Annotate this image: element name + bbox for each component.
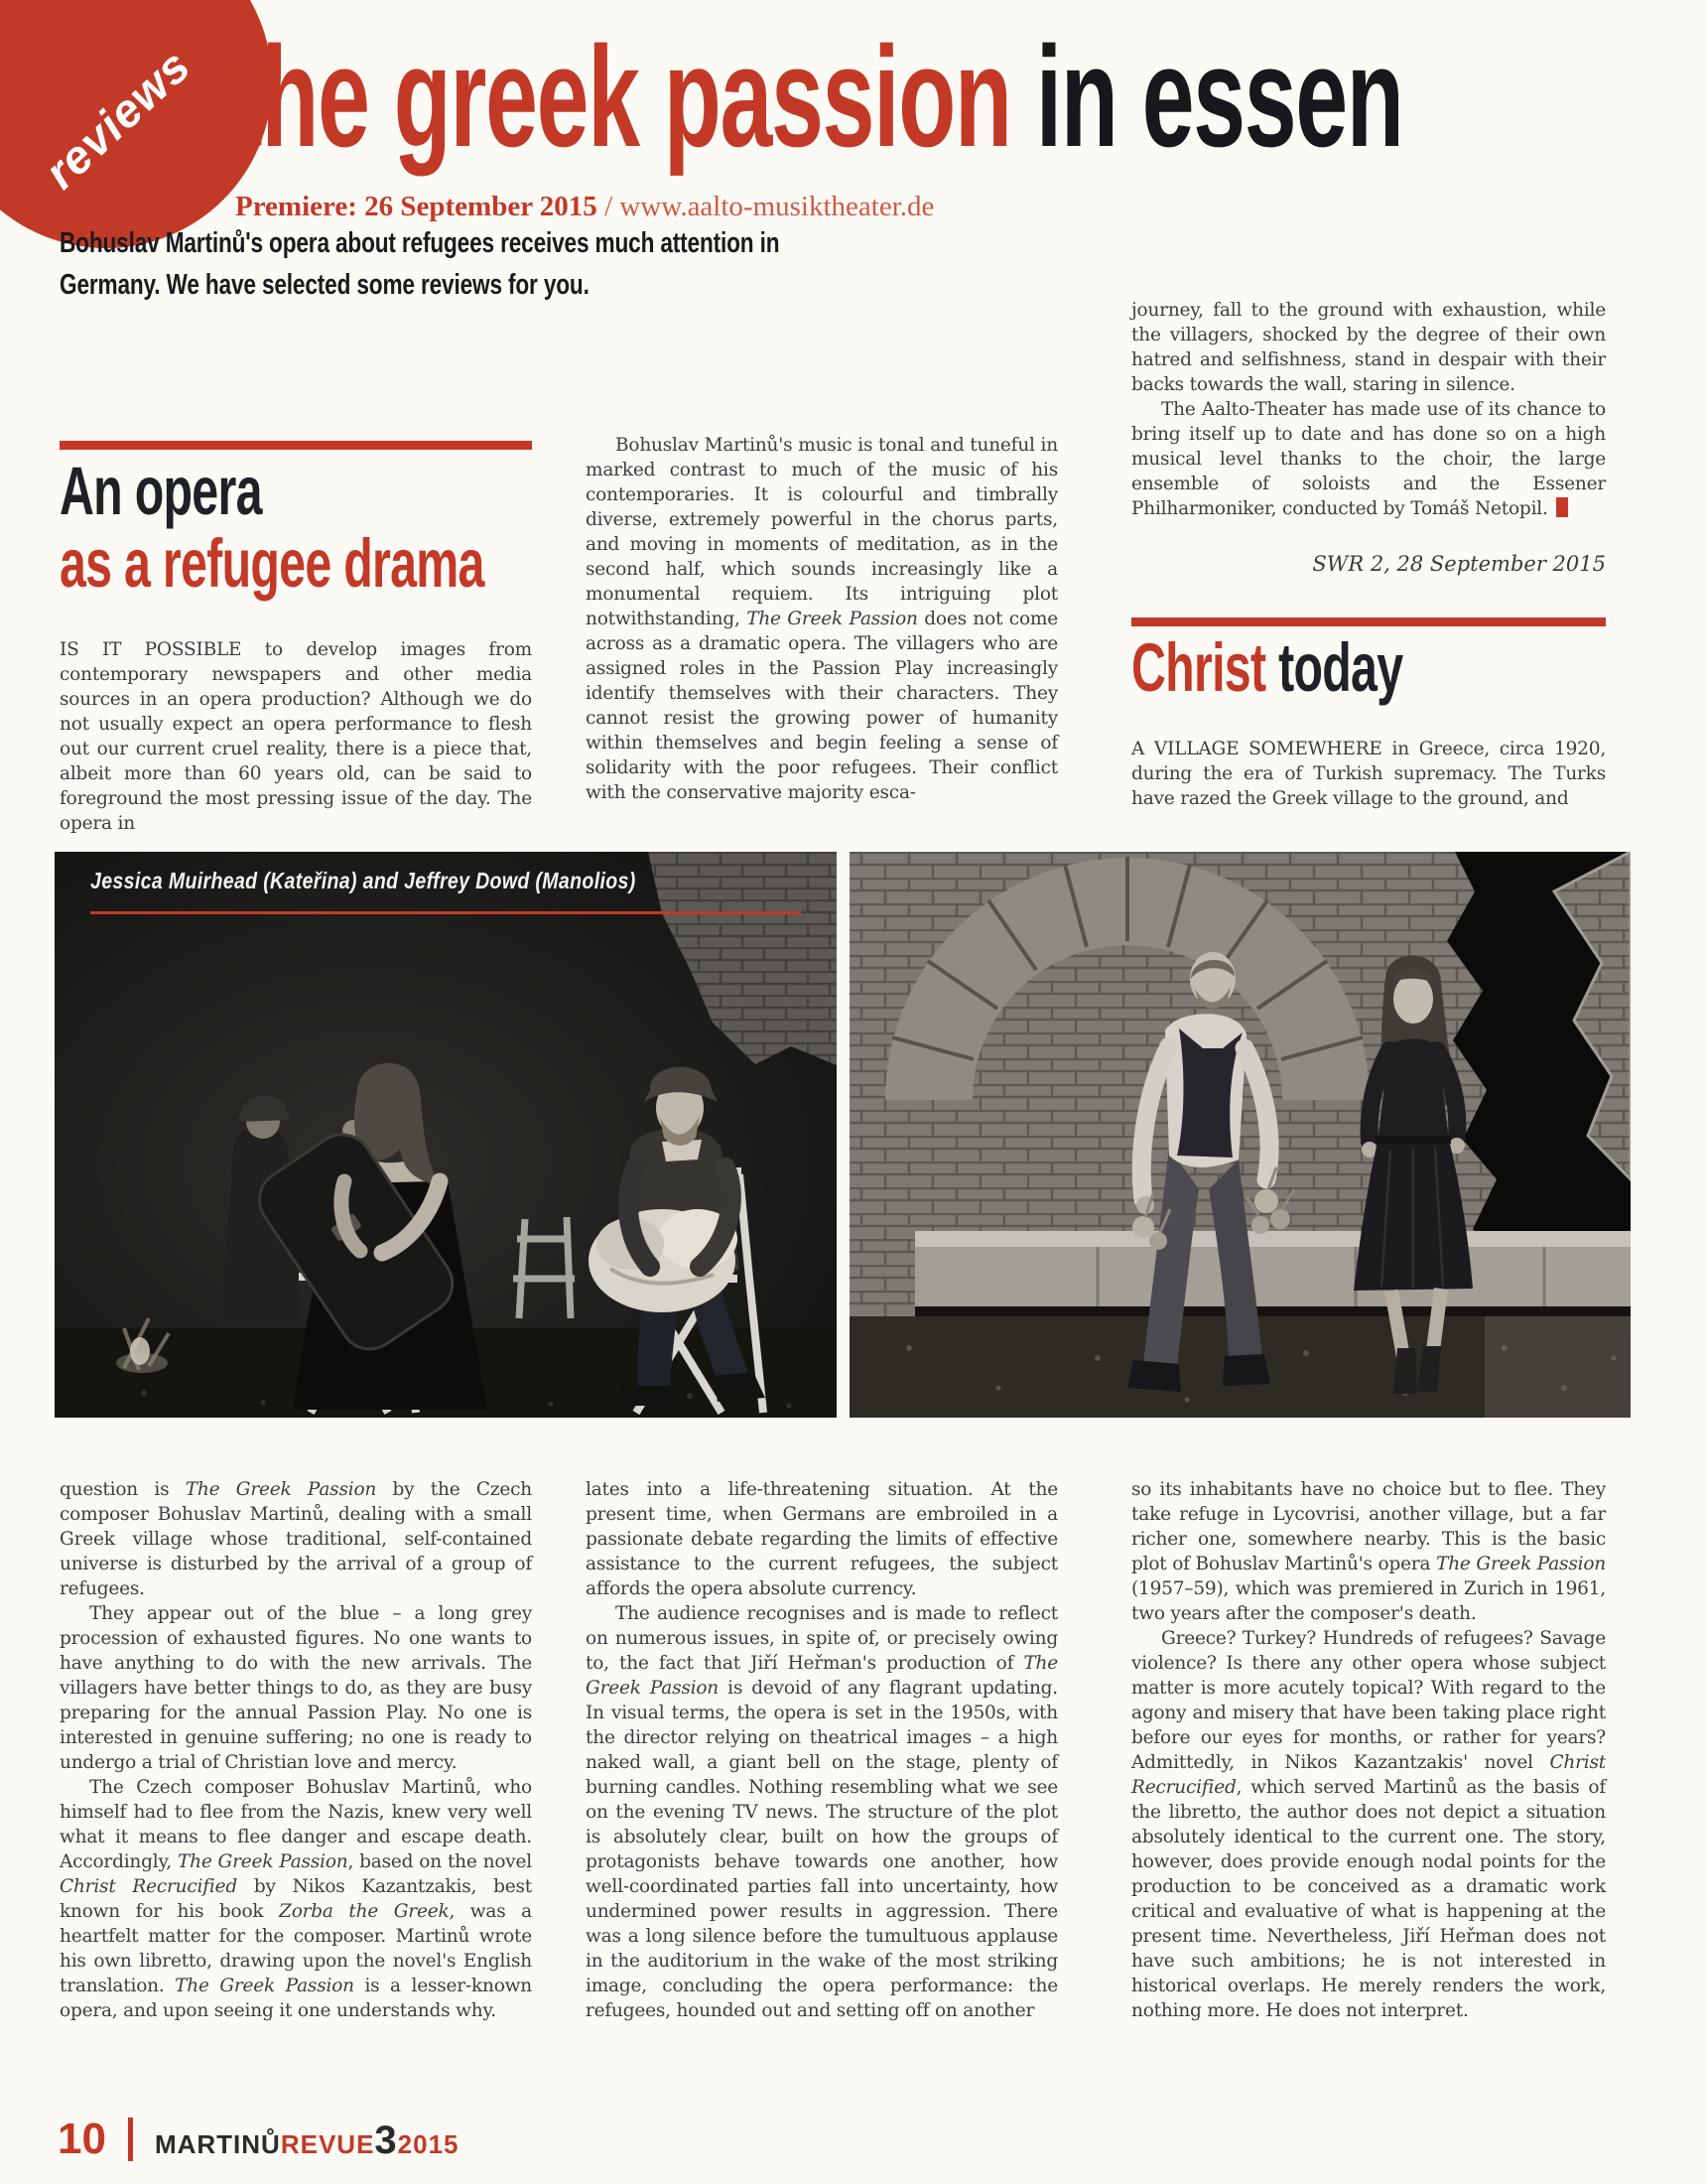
article-column: [60, 637, 532, 836]
photo-right: [850, 852, 1632, 1418]
paragraph: Bohuslav Martinů's music is tonal and tuneful in marked contrast to much of the music of his contemporaries. It is colourful and timbrally diverse, extremely powerful in the chorus parts, and moving in moments of meditation, as in the second half, which sounds increasingly like a monumental requiem. Its intriguing plot notwithstanding, The Greek Passion does not come across as a dramatic opera. The villagers who are assigned roles in the Passion Play increasingly identify themselves with their characters. They cannot resist the growing power of humanity within themselves and begin feeling a sense of solidarity with the poor refugees. Their conflict with the conservative majority esca-: [586, 435, 1058, 803]
paragraph: A VILLAGE SOMEWHERE in Greece, circa 1920, during the era of Turkish supremacy. The Turks have razed the Greek village to the ground, and: [1131, 739, 1606, 809]
section-rule: [1131, 617, 1606, 626]
stone-bench: [915, 1231, 1631, 1320]
page-title-black: in essen: [1010, 17, 1403, 177]
premiere-date: Premiere: 26 September 2015: [235, 191, 597, 222]
logo-issue: 3: [374, 2118, 398, 2162]
article-column: [1131, 298, 1606, 521]
review-attribution: SWR 2, 28 September 2015: [1312, 552, 1606, 576]
paragraph: so its inhabitants have no choice but to flee. They take refuge in Lycovrisi, another village, but a far richer one, somewhere nearby. This is the basic plot of Bohuslav Martinů's opera The Greek Passion (1957–59), which was premiered in Zurich in 1961, two years after the composer's death.: [1131, 1479, 1606, 1624]
photo-caption: Jessica Muirhead (Kateřina) and Jeffrey Dowd (Manolios): [90, 868, 636, 893]
paragraph: lates into a life-threatening situation. At the present time, when Germans are embroiled in a passionate debate regarding the limits of effective assistance to the current refugees, the subject affords the opera absolute currency.: [586, 1479, 1058, 1599]
article-column: [586, 433, 1058, 805]
heading-black: today: [1265, 629, 1403, 706]
photo-spread: [55, 852, 1631, 1418]
page-title-red: the greek passion: [231, 17, 1011, 177]
page-number: 10: [58, 2115, 106, 2163]
heading-red: Christ: [1131, 629, 1266, 706]
heading-line1: An opera: [60, 453, 262, 529]
caption-underline: [90, 911, 801, 914]
paragraph: Greece? Turkey? Hundreds of refugees? Savage violence? Is there any other opera whose subject matter is more acutely topical? With regard to the agony and misery that have been taking place right before our eyes for months, or rather for years? Admittedly, in Nikos Kazantzakis' novel Christ Recrucified, which served Martinů as the basis of the libretto, the author does not depict a situation absolutely identical to the current one. The story, however, does provide enough nodal points for the production to be conceived as a dramatic work critical and evaluative of what is happening at the present time. Nevertheless, Jiří Heřman does not have such ambitions; he is not interested in historical overlaps. He merely renders the work, nothing more. He does not interpret.: [1131, 1628, 1606, 2021]
logo-year: 2015: [397, 2129, 460, 2159]
logo-revue: REVUE: [280, 2129, 375, 2159]
premiere-url: / www.aalto-musiktheater.de: [596, 191, 935, 222]
footer-divider: [128, 2117, 133, 2161]
article-column: [1131, 737, 1606, 811]
article-column: [1131, 1477, 1606, 2023]
section-heading-christ-today: [1131, 631, 1402, 704]
stage-photo-standing-scene: [850, 852, 1631, 1418]
paragraph: They appear out of the blue – a long grey procession of exhausted figures. No one wants to have anything to do with the new arrivals. The villagers have better things to do, as they are busy preparing for the annual Passion Play. No one is interested in genuine suffering; no one is ready to undergo a trial of Christian love and mercy.: [60, 1603, 532, 1773]
paragraph: journey, fall to the ground with exhaustion, while the villagers, shocked by the degree of their own hatred and selfishness, stand in despair with their backs towards the wall, staring in silence.: [1131, 300, 1606, 395]
heading-line2: as a refugee drama: [60, 525, 484, 602]
article-column: [586, 1477, 1058, 2023]
end-of-article-mark: [1556, 497, 1568, 517]
photo-left: [55, 852, 837, 1418]
stage-photo-seated-scene: [55, 852, 837, 1418]
paragraph: The Czech composer Bohuslav Martinů, who himself had to flee from the Nazis, knew very well what it means to flee danger and escape death. Accordingly, The Greek Passion, based on the novel Christ Recrucified by Nikos Kazantzakis, best known for his book Zorba the Greek, was a heartfelt matter for the composer. Martinů wrote his own libretto, drawing upon the novel's English translation. The Greek Passion is a lesser-known opera, and upon seeing it one understands why.: [60, 1777, 532, 2021]
page-title: [231, 17, 1403, 177]
paragraph: IS IT POSSIBLE to develop images from contemporary newspapers and other media sources in an opera production? Although we do not usually expect an opera performance to flesh out our current cruel reality, there is a piece that, albeit more than 60 years old, can be said to foreground the most pressing issue of the day. The opera in: [60, 639, 532, 834]
paragraph: question is The Greek Passion by the Czech composer Bohuslav Martinů, dealing with a small Greek village whose traditional, self-contained universe is disturbed by the arrival of a group of refugees.: [60, 1479, 532, 1599]
page-footer: [58, 2115, 460, 2164]
section-heading-refugee-drama: [60, 455, 484, 600]
section-rule: [60, 441, 532, 450]
article-column: [60, 1477, 532, 2023]
premiere-line: [235, 191, 934, 223]
reviews-badge-label: reviews: [34, 38, 200, 200]
paragraph: The audience recognises and is made to reflect on numerous issues, in spite of, or precisely owing to, the fact that Jiří Heřman's production of The Greek Passion is devoid of any flagrant updating. In visual terms, the opera is set in the 1950s, with the director relying on theatrical images – a high naked wall, a giant bell on the stage, plenty of burning candles. Nothing resembling what we see on the evening TV news. The structure of the plot is absolutely clear, built on how the groups of protagonists behave towards one another, how well-coordinated parties fall into uncertainty, how undermined power results in aggression. There was a long silence before the tumultuous applause in the auditorium in the wake of the most striking image, concluding the opera performance: the refugees, hounded out and setting off on another: [586, 1603, 1058, 2021]
standfirst: Bohuslav Martinů's opera about refugees receives much attention in Germany. We have selected some reviews for you.: [60, 227, 780, 301]
magazine-logo: [155, 2118, 460, 2163]
logo-martinu: MARTINŮ: [154, 2129, 281, 2159]
paragraph: The Aalto-Theater has made use of its chance to bring itself up to date and has done so on a high musical level thanks to the choir, the large ensemble of soloists and the Essener Philharmoniker, conducted by Tomáš Netopil.: [1131, 399, 1606, 519]
